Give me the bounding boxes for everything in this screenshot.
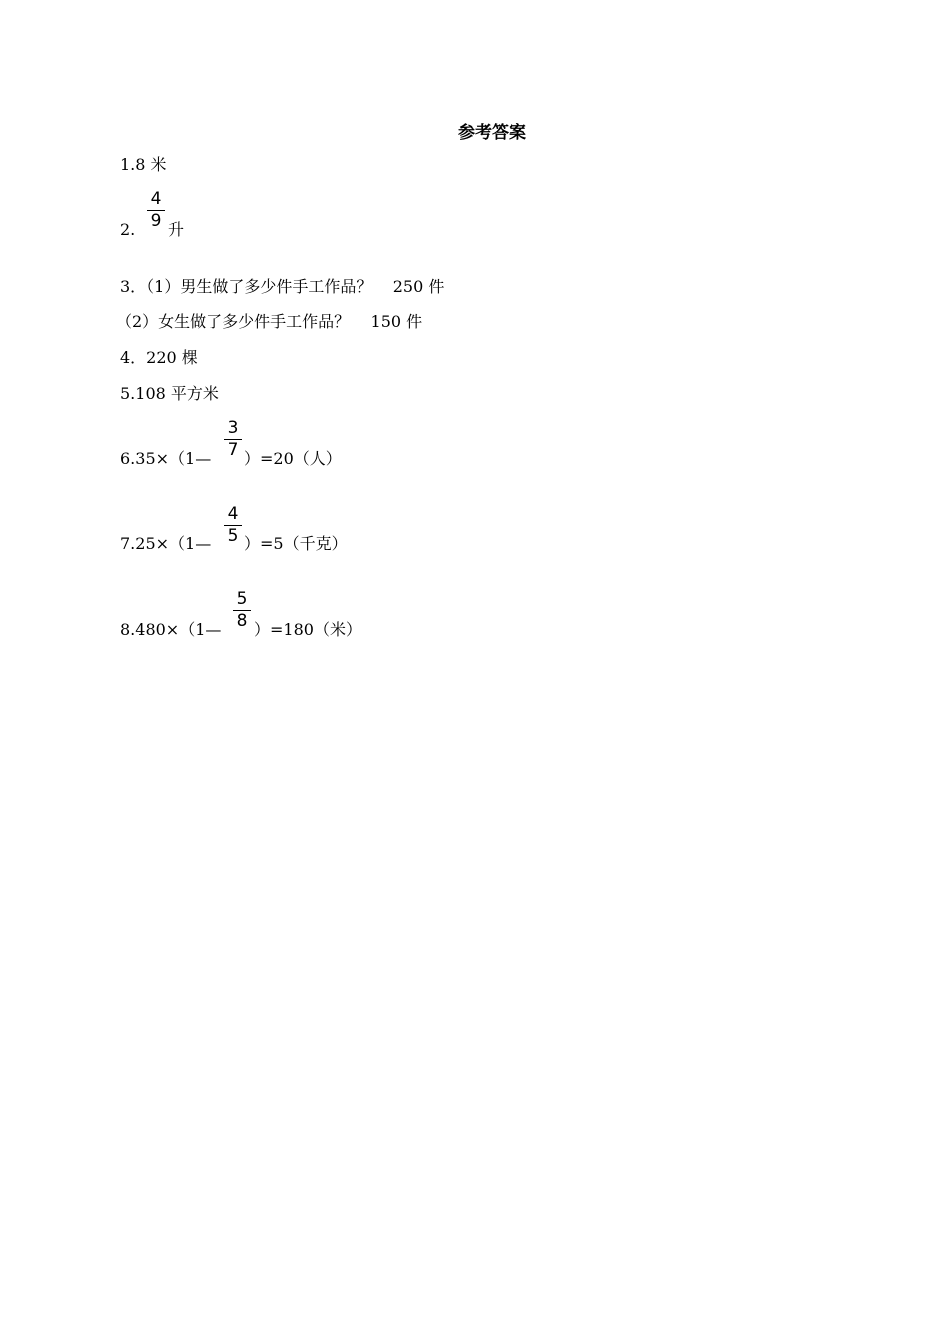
answer-1: 1.8 米 — [120, 155, 167, 174]
answer-6-prefix: 6.35×（1— — [120, 449, 212, 468]
answer-6-suffix: ）=20（人） — [244, 449, 342, 468]
answer-7-prefix: 7.25×（1— — [120, 534, 212, 553]
answer-3-part-2: （2）女生做了多少件手工作品？ 150 件 — [116, 312, 423, 331]
answer-8-prefix: 8.480×（1— — [120, 620, 222, 639]
answer-6-fraction — [224, 418, 242, 459]
answer-7-fraction — [224, 504, 242, 545]
answer-7-suffix: ）=5（千克） — [244, 534, 348, 553]
answer-5: 5.108 平方米 — [120, 384, 219, 403]
answer-8-fraction — [233, 589, 251, 630]
fraction-numerator: 3 — [227, 418, 239, 438]
fraction-denominator: 9 — [150, 211, 162, 231]
answer-8-suffix: ）=180（米） — [254, 620, 362, 639]
fraction-numerator: 4 — [150, 189, 162, 209]
answer-2-fraction — [147, 189, 165, 230]
fraction-denominator: 8 — [236, 611, 248, 631]
answer-2-suffix: 升 — [168, 220, 185, 239]
answer-2-prefix: 2. — [120, 220, 136, 239]
fraction-denominator: 7 — [227, 440, 239, 460]
fraction-numerator: 4 — [227, 504, 239, 524]
fraction-numerator: 5 — [236, 589, 248, 609]
page-title: 参考答案 — [458, 123, 526, 143]
answer-3-part-1: 3．（1）男生做了多少件手工作品？ 250 件 — [120, 277, 445, 296]
answer-4: 4．220 棵 — [120, 348, 198, 367]
fraction-denominator: 5 — [227, 526, 239, 546]
